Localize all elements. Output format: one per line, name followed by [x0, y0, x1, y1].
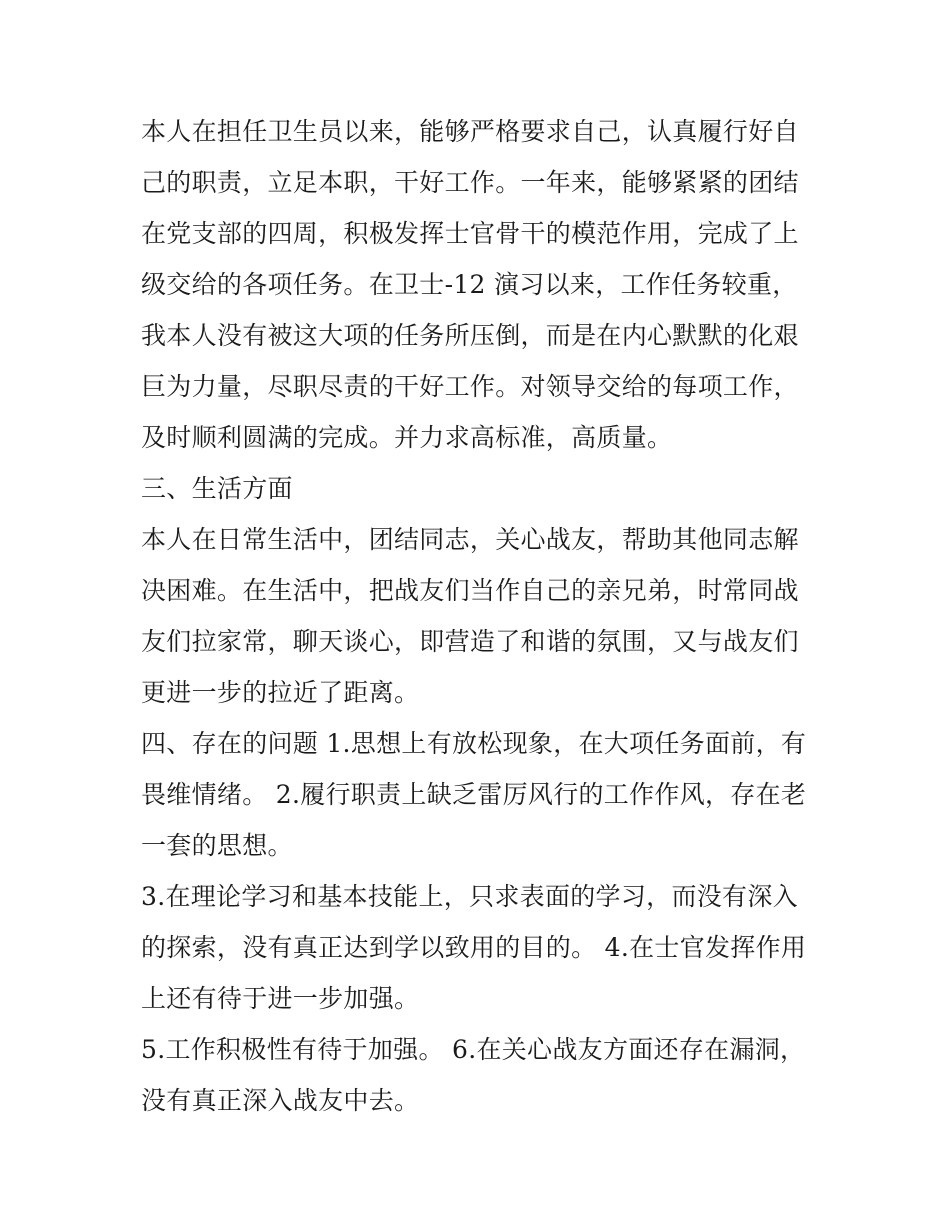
heading-life-aspect: 三、生活方面	[141, 474, 293, 503]
document-body	[141, 106, 821, 1126]
paragraph-problems-3-4: 3.在理论学习和基本技能上，只求表面的学习，而没有深入的探索，没有真正达到学以致用的目的。 4.在士官发挥作用上还有待于进一步加强。	[141, 882, 807, 1013]
paragraph-problems-5-6: 5.工作积极性有待于加强。 6.在关心战友方面还存在漏洞，没有真正深入战友中去。	[141, 1035, 806, 1115]
paragraph-work-performance: 本人在担任卫生员以来，能够严格要求自己，认真履行好自己的职责，立足本职，干好工作。一年来，能够紧紧的团结在党支部的四周，积极发挥士官骨干的模范作用，完成了上级交给的各项任务。在卫士-12 演习以来，工作任务较重，我本人没有被这大项的任务所压倒，而是在内心默默的化艰巨为力量，尽职尽责的干好工作。对领导交给的每项工作，及时顺利圆满的完成。并力求高标准，高质量。	[141, 117, 799, 452]
paragraph-daily-life: 本人在日常生活中，团结同志，关心战友，帮助其他同志解决困难。在生活中，把战友们当作自己的亲兄弟，时常同战友们拉家常，聊天谈心，即营造了和谐的氛围，又与战友们更进一步的拉近了距离。	[141, 525, 799, 707]
paragraph-problems-1-2: 四、存在的问题 1.思想上有放松现象，在大项任务面前，有畏维情绪。 2.履行职责上缺乏雷厉风行的工作作风，存在老一套的思想。	[141, 729, 807, 860]
